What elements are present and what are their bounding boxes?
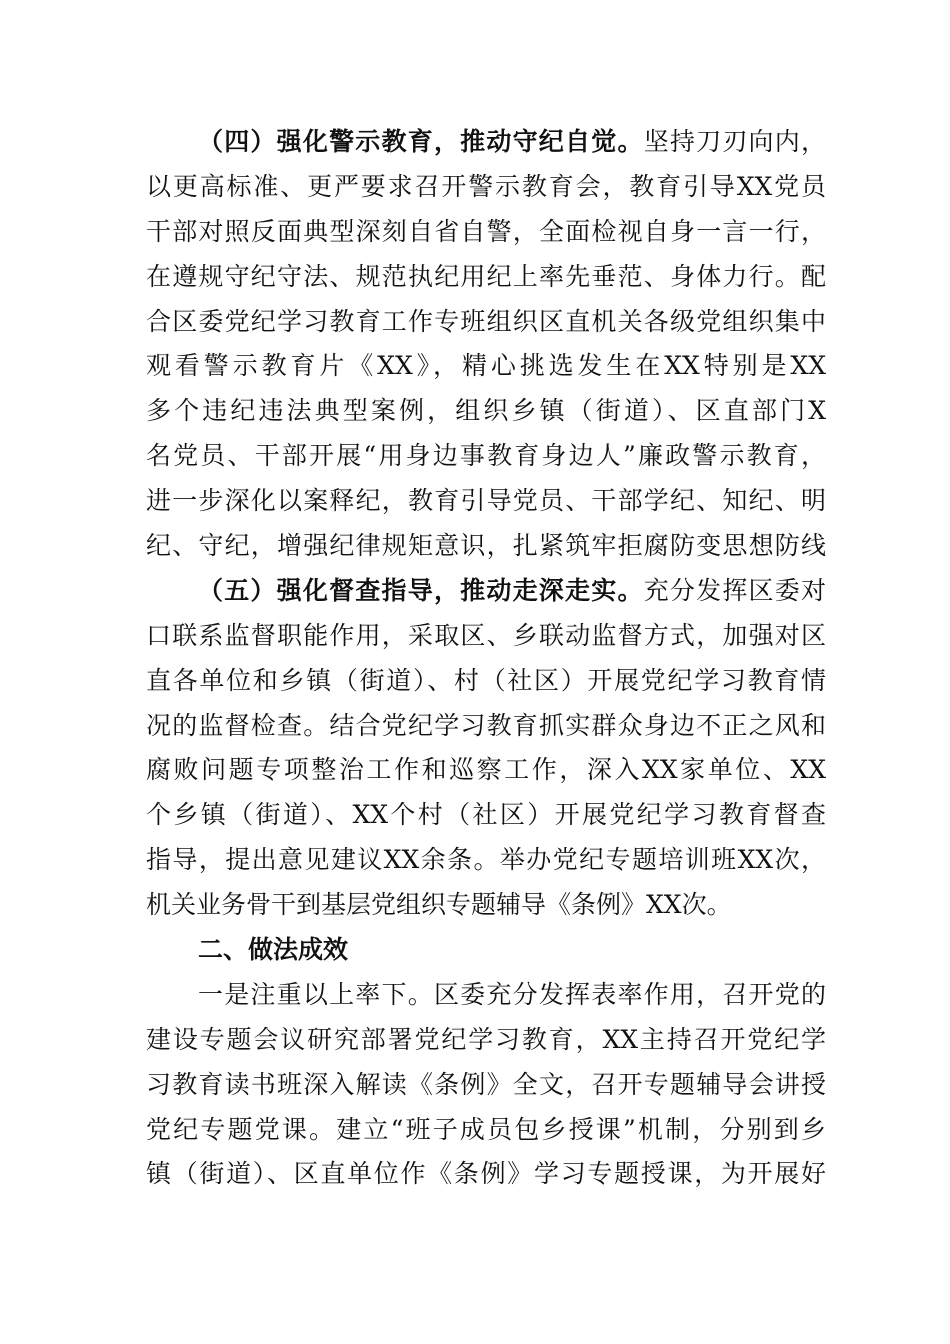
paragraph-line: 直各单位和乡镇（街道）、村（社区）开展党纪学习教育情 [146, 665, 826, 695]
paragraph-line: 名党员、干部开展“用身边事教育身边人”廉政警示教育， [146, 441, 826, 471]
section-heading: 二、做法成效 [198, 935, 349, 965]
paragraph-line: 机关业务骨干到基层党组织专题辅导《条例》XX次。 [146, 890, 732, 920]
paragraph-line: 建设专题会议研究部署党纪学习教育，XX主持召开党纪学 [146, 1024, 826, 1054]
paragraph-five [146, 569, 826, 928]
paragraph-line: 口联系监督职能作用，采取区、乡联动监督方式，加强对区 [146, 620, 826, 650]
paragraph-heading: （五）强化督查指导，推动走深走实。 [198, 575, 644, 605]
paragraph-line: 腐败问题专项整治工作和巡察工作，深入XX家单位、XX [146, 755, 826, 785]
paragraph-line: 进一步深化以案释纪，教育引导党员、干部学纪、知纪、明 [146, 486, 826, 516]
paragraph-six [146, 973, 826, 1197]
paragraph-line: 一是注重以上率下。区委充分发挥表率作用，召开党的 [198, 979, 826, 1009]
paragraph-line: 多个违纪违法典型案例，组织乡镇（街道）、区直部门X [146, 396, 826, 426]
paragraph-line: （五）强化督查指导，推动走深走实。充分发挥区委对 [198, 575, 826, 605]
paragraph-heading: （四）强化警示教育，推动守纪自觉。 [198, 127, 644, 156]
paragraph-line: 在遵规守纪守法、规范执纪用纪上率先垂范、身体力行。配 [146, 261, 826, 291]
paragraph-line: 指导，提出意见建议XX余条。举办党纪专题培训班XX次， [146, 845, 826, 875]
paragraph-line: 况的监督检查。结合党纪学习教育抓实群众身边不正之风和 [146, 710, 826, 740]
paragraph-line: 纪、守纪，增强纪律规矩意识，扎紧筑牢拒腐防变思想防线 [146, 531, 826, 561]
paragraph-four [146, 120, 826, 569]
document-body [146, 120, 826, 1197]
paragraph-line: 党纪专题党课。建立“班子成员包乡授课”机制，分别到乡 [146, 1114, 826, 1144]
paragraph-line: 镇（街道）、区直单位作《条例》学习专题授课，为开展好 [146, 1159, 826, 1189]
paragraph-line: 以更高标准、更严要求召开警示教育会，教育引导XX党员 [146, 171, 826, 201]
paragraph-line: （四）强化警示教育，推动守纪自觉。坚持刀刃向内， [198, 127, 826, 156]
paragraph-line: 观看警示教育片《XX》，精心挑选发生在XX特别是XX [146, 351, 826, 381]
paragraph-line: 个乡镇（街道）、XX个村（社区）开展党纪学习教育督查 [146, 800, 826, 830]
paragraph-line: 合区委党纪学习教育工作专班组织区直机关各级党组织集中 [146, 306, 826, 336]
paragraph-line: 习教育读书班深入解读《条例》全文，召开专题辅导会讲授 [146, 1069, 826, 1099]
paragraph-line: 干部对照反面典型深刻自省自警，全面检视自身一言一行， [146, 216, 826, 246]
